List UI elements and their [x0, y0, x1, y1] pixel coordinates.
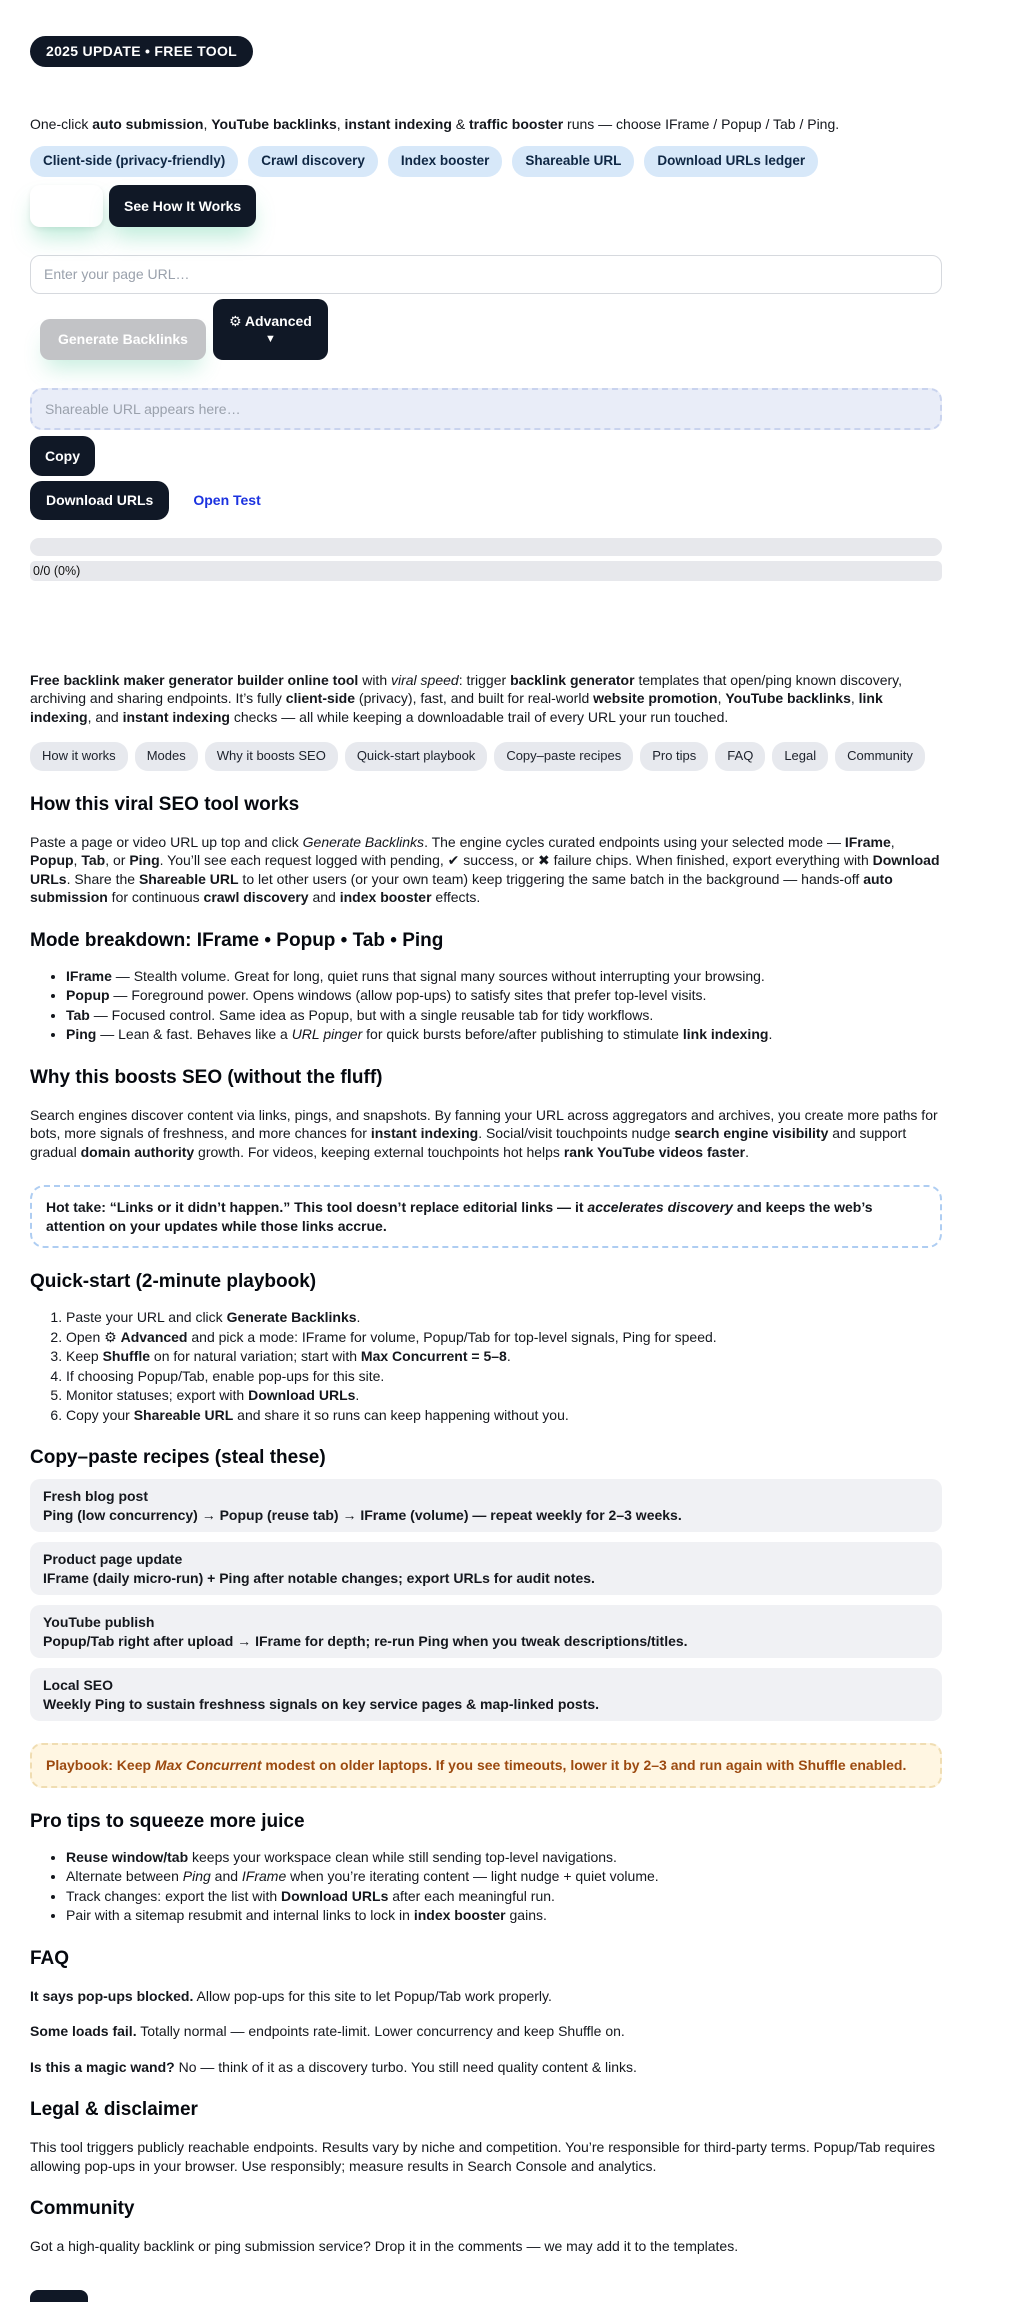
- hero-tagline: One-click auto submission, YouTube backlinks, instant indexing & traffic booster runs — choose IFrame / Popup / Tab / Ping.: [30, 115, 840, 132]
- nav-chip-quick-start[interactable]: Quick-start playbook: [345, 742, 488, 771]
- progress-status: 0/0 (0%): [30, 561, 942, 581]
- quick-start-step: 2. Open ⚙ Advanced and pick a mode: IFrame for volume, Popup/Tab for top-level signals, Ping for speed.: [66, 1328, 942, 1347]
- feature-chip-download-ledger: Download URLs ledger: [644, 146, 818, 177]
- see-how-it-works-button[interactable]: See How It Works: [109, 185, 256, 227]
- legal-paragraph: This tool triggers publicly reachable endpoints. Results vary by niche and competition. You’re responsible for third-party terms. Popup/Tab requires allowing pop-ups in your browser. Use responsibly; measure results in Search Console and analytics.: [30, 2139, 936, 2174]
- feature-chip-shareable-url: Shareable URL: [512, 146, 634, 177]
- heading-pro-tips: Pro tips to squeeze more juice: [30, 1810, 305, 1832]
- quick-start-step: 4. If choosing Popup/Tab, enable pop-ups for this site.: [66, 1367, 942, 1386]
- page-content: [30, 0, 942, 2256]
- mode-item-ping: • Ping — Lean & fast. Behaves like a URL pinger for quick bursts before/after publishing to stimulate link indexing.: [66, 1025, 942, 1044]
- community-paragraph: Got a high-quality backlink or ping submission service? Drop it in the comments — we may add it to the templates.: [30, 2238, 739, 2254]
- hero-button-row: [30, 185, 942, 227]
- download-row: [30, 481, 942, 520]
- recipe-card-body: Popup/Tab right after upload → IFrame for depth; re-run Ping when you tweak descriptions/titles.: [43, 1632, 688, 1649]
- heading-faq: FAQ: [30, 1947, 70, 1969]
- cutoff-bottom-button[interactable]: [30, 2290, 88, 2302]
- quick-start-step: 3. Keep Shuffle on for natural variation; start with Max Concurrent = 5–8.: [66, 1347, 942, 1366]
- hot-take-callout: Hot take: “Links or it didn’t happen.” This tool doesn’t replace editorial links — it accelerates discovery and keeps the web’s attention on your updates while those links accrue.: [30, 1185, 942, 1248]
- gear-icon: ⚙: [228, 313, 242, 329]
- progress-bar: [30, 538, 942, 556]
- quick-start-list: [30, 1308, 942, 1424]
- generate-backlinks-button[interactable]: Generate Backlinks: [40, 319, 206, 360]
- open-test-link[interactable]: Open Test: [193, 491, 261, 508]
- recipe-card-body: Weekly Ping to sustain freshness signals on key service pages & map-linked posts.: [43, 1695, 600, 1712]
- update-badge: 2025 UPDATE • FREE TOOL: [30, 36, 253, 67]
- download-urls-button[interactable]: Download URLs: [30, 481, 169, 520]
- why-boosts-paragraph: Search engines discover content via links, pings, and snapshots. By fanning your URL across aggregators and archives, you create more paths for bots, more signals of freshness, and more chances for instant indexing. Social/visit touchpoints nudge search engine visibility and support gradual domain authority growth. For videos, keeping external touchpoints hot helps rank YouTube videos faster.: [30, 1106, 938, 1160]
- how-it-works-paragraph: Paste a page or video URL up top and click Generate Backlinks. The engine cycles curated endpoints using your selected mode — IFrame, Popup, Tab, or Ping. You’ll see each request logged with pending, ✔ success, or ✖ failure chips. When finished, export everything with Download URLs. Share the Shareable URL to let other users (or your own team) keep triggering the same batch in the background — hands-off auto submission for continuous crawl discovery and index booster effects.: [30, 833, 940, 905]
- quick-start-step: 5. Monitor statuses; export with Download URLs.: [66, 1386, 942, 1405]
- shareable-url-input[interactable]: [30, 388, 942, 430]
- nav-chip-pro-tips[interactable]: Pro tips: [640, 742, 708, 771]
- section-nav-chips: [30, 742, 942, 771]
- hero-blank-button[interactable]: [30, 185, 103, 227]
- pro-tip-item: • Alternate between Ping and IFrame when you’re iterating content — light nudge + quiet volume.: [66, 1867, 942, 1886]
- mode-item-iframe: • IFrame — Stealth volume. Great for long, quiet runs that signal many sources without interrupting your browsing.: [66, 967, 942, 986]
- recipe-card-fresh-blog-post: [30, 1479, 942, 1532]
- recipe-card-body: IFrame (daily micro-run) + Ping after notable changes; export URLs for audit notes.: [43, 1569, 595, 1586]
- recipe-card-youtube-publish: [30, 1605, 942, 1658]
- advanced-button[interactable]: [213, 299, 328, 360]
- recipe-card-title: Fresh blog post: [43, 1488, 148, 1504]
- heading-why-boosts-seo: Why this boosts SEO (without the fluff): [30, 1066, 383, 1088]
- recipe-card-local-seo: [30, 1668, 942, 1721]
- heading-legal: Legal & disclaimer: [30, 2099, 198, 2120]
- recipe-card-title: YouTube publish: [43, 1614, 155, 1630]
- heading-mode-breakdown: Mode breakdown: IFrame • Popup • Tab • Ping: [30, 929, 444, 951]
- feature-chip-row: [30, 146, 942, 177]
- heading-how-it-works: How this viral SEO tool works: [30, 793, 300, 815]
- generate-controls-row: [30, 299, 942, 360]
- copy-button[interactable]: Copy: [30, 436, 95, 476]
- heading-quick-start: Quick-start (2-minute playbook): [30, 1271, 317, 1292]
- nav-chip-faq[interactable]: FAQ: [715, 742, 765, 771]
- nav-chip-community[interactable]: Community: [835, 742, 925, 771]
- nav-chip-legal[interactable]: Legal: [772, 742, 828, 771]
- page-url-input[interactable]: [30, 255, 942, 294]
- heading-recipes: Copy–paste recipes (steal these): [30, 1447, 326, 1468]
- nav-chip-how-it-works[interactable]: How it works: [30, 742, 128, 771]
- faq-item-magic-wand: Is this a magic wand? No — think of it as a discovery turbo. You still need quality content & links.: [30, 2058, 637, 2075]
- advanced-button-label: ⚙ Advanced: [228, 313, 312, 329]
- recipe-card-title: Local SEO: [43, 1677, 114, 1693]
- quick-start-step: 1. Paste your URL and click Generate Backlinks.: [66, 1308, 942, 1327]
- heading-community: Community: [30, 2198, 135, 2219]
- feature-chip-crawl-discovery: Crawl discovery: [248, 146, 378, 177]
- mode-list: [30, 967, 942, 1044]
- pro-tip-item: • Track changes: export the list with Download URLs after each meaningful run.: [66, 1887, 942, 1906]
- pro-tip-item: • Reuse window/tab keeps your workspace clean while still sending top-level navigations.: [66, 1848, 942, 1867]
- mode-item-popup: • Popup — Foreground power. Opens windows (allow pop-ups) to satisfy sites that prefer top-level visits.: [66, 986, 942, 1005]
- nav-chip-modes[interactable]: Modes: [135, 742, 198, 771]
- recipe-card-body: Ping (low concurrency) → Popup (reuse tab) → IFrame (volume) — repeat weekly for 2–3 weeks.: [43, 1506, 682, 1523]
- mode-item-tab: • Tab — Focused control. Same idea as Popup, but with a single reusable tab for tidy workflows.: [66, 1006, 942, 1025]
- quick-start-step: 6. Copy your Shareable URL and share it so runs can keep happening without you.: [66, 1406, 942, 1425]
- pro-tips-list: [30, 1848, 942, 1925]
- seo-article: [30, 671, 942, 2256]
- playbook-callout: Playbook: Keep Max Concurrent modest on older laptops. If you see timeouts, lower it by 2–3 and run again with Shuffle enabled.: [30, 1743, 942, 1788]
- faq-item-popups-blocked: It says pop-ups blocked. Allow pop-ups for this site to let Popup/Tab work properly.: [30, 1987, 552, 2004]
- pro-tip-item: • Pair with a sitemap resubmit and internal links to lock in index booster gains.: [66, 1906, 942, 1925]
- nav-chip-recipes[interactable]: Copy–paste recipes: [494, 742, 633, 771]
- feature-chip-index-booster: Index booster: [388, 146, 503, 177]
- seo-intro-paragraph: Free backlink maker generator builder online tool with viral speed: trigger backlink generator templates that open/ping known discovery, archiving and sharing endpoints. It’s fully client-side (privacy), fast, and built for real-world website promotion, YouTube backlinks, link indexing, and instant indexing checks — all while keeping a downloadable trail of every URL your run touched.: [30, 671, 903, 725]
- recipe-card-title: Product page update: [43, 1551, 183, 1567]
- feature-chip-client-side: Client-side (privacy-friendly): [30, 146, 238, 177]
- faq-item-loads-fail: Some loads fail. Totally normal — endpoints rate-limit. Lower concurrency and keep Shuffle on.: [30, 2023, 625, 2039]
- recipe-card-product-page-update: [30, 1542, 942, 1595]
- caret-down-icon: ▼: [264, 333, 276, 345]
- nav-chip-why-it-boosts-seo[interactable]: Why it boosts SEO: [205, 742, 338, 771]
